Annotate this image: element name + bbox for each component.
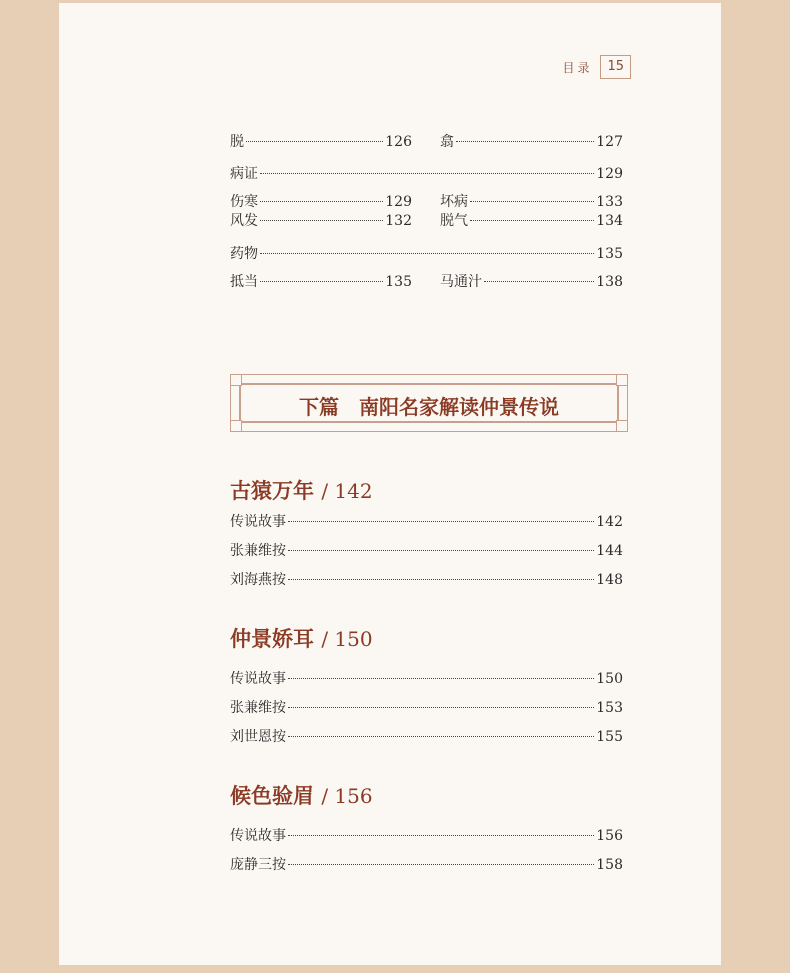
section-title: 仲景娇耳 <box>230 626 314 651</box>
dot-leader <box>484 281 594 282</box>
page-header <box>562 55 631 79</box>
dot-leader <box>470 201 594 202</box>
banner-corner <box>230 374 242 386</box>
toc-entry[interactable]: 抵当 135 <box>230 274 412 290</box>
dot-leader <box>260 220 383 221</box>
banner-corner <box>230 420 242 432</box>
toc-entry[interactable]: 传说故事 142 <box>230 514 623 530</box>
dot-leader <box>260 253 594 254</box>
dot-leader <box>288 707 594 708</box>
dot-leader <box>288 835 594 836</box>
toc-entry[interactable]: 庞静三按 158 <box>230 857 623 873</box>
banner-corner <box>616 374 628 386</box>
dot-leader <box>260 201 383 202</box>
dot-leader <box>288 550 594 551</box>
page-number: 15 <box>600 55 631 79</box>
toc-entry[interactable]: 张兼维按 153 <box>230 700 623 716</box>
section-page: 150 <box>334 627 373 651</box>
toc-entry[interactable]: 翕 127 <box>440 134 623 150</box>
banner-corner <box>616 420 628 432</box>
toc-entry[interactable]: 马通汁 138 <box>440 274 623 290</box>
toc-entry[interactable]: 刘海燕按 148 <box>230 572 623 588</box>
dot-leader <box>288 579 594 580</box>
toc-entry[interactable]: 脱 126 <box>230 134 412 150</box>
section-title: 候色验眉 <box>230 783 314 808</box>
section-title: 古猿万年 <box>230 478 314 503</box>
toc-entry[interactable]: 风发 132 <box>230 213 412 229</box>
dot-leader <box>288 864 594 865</box>
dot-leader <box>288 678 594 679</box>
toc-entry[interactable]: 传说故事 150 <box>230 671 623 687</box>
toc-entry[interactable]: 刘世恩按 155 <box>230 729 623 745</box>
header-label: 目录 <box>562 60 593 75</box>
dot-leader <box>260 281 383 282</box>
banner-title: 下篇 南阳名家解读仲景传说 <box>299 395 559 419</box>
toc-entry[interactable]: 传说故事 156 <box>230 828 623 844</box>
section-heading[interactable]: 古猿万年 / 142 <box>230 478 373 503</box>
toc-entry[interactable]: 坏病 133 <box>440 194 623 210</box>
section-heading[interactable]: 仲景娇耳 / 150 <box>230 626 373 651</box>
dot-leader <box>456 141 594 142</box>
part-banner <box>230 374 628 432</box>
book-page <box>59 3 721 965</box>
dot-leader <box>246 141 383 142</box>
dot-leader <box>288 736 594 737</box>
dot-leader <box>260 173 594 174</box>
toc-entry[interactable]: 脱气 134 <box>440 213 623 229</box>
toc-entry[interactable]: 张兼维按 144 <box>230 543 623 559</box>
toc-entry[interactable]: 药物 135 <box>230 246 623 262</box>
toc-entry[interactable]: 伤寒 129 <box>230 194 412 210</box>
toc-entry[interactable]: 病证 129 <box>230 166 623 182</box>
dot-leader <box>288 521 594 522</box>
section-page: 156 <box>334 784 373 808</box>
dot-leader <box>470 220 594 221</box>
section-page: 142 <box>334 479 373 503</box>
section-heading[interactable]: 候色验眉 / 156 <box>230 783 373 808</box>
